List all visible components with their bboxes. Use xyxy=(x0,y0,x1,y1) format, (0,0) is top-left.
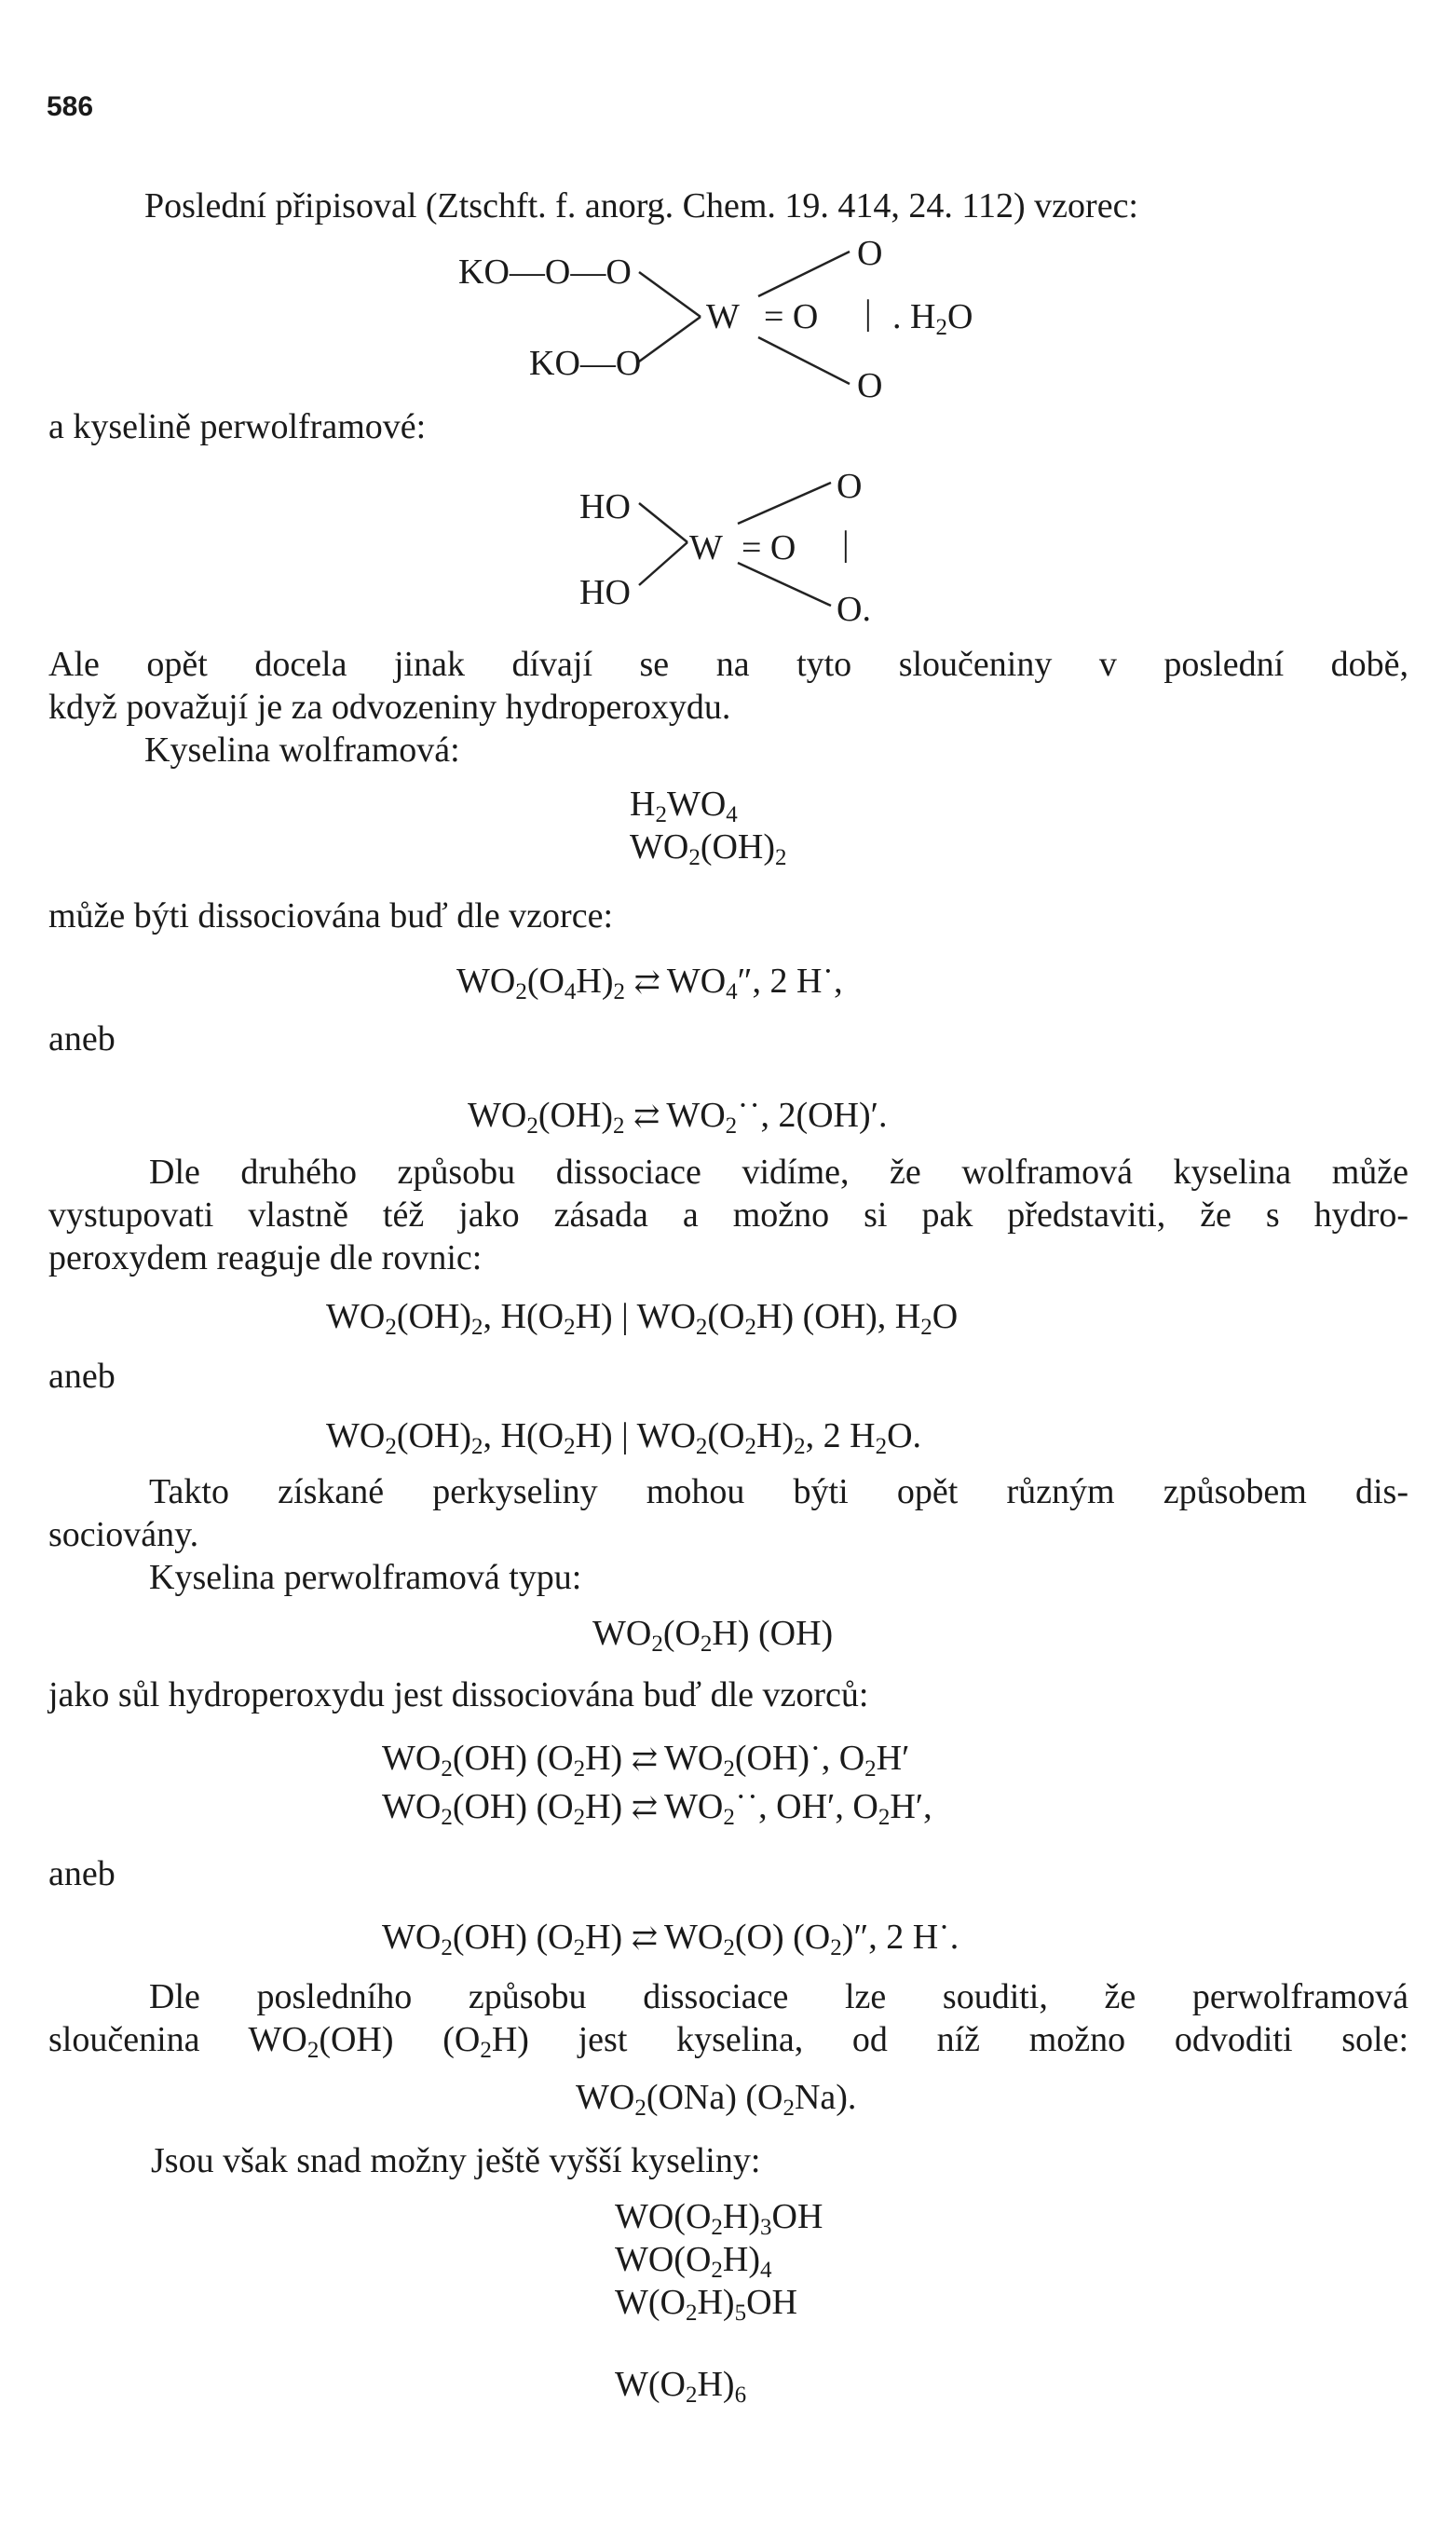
f1-ko-o: KO—O xyxy=(529,344,642,383)
equation-1: $WO_2(O_4H)_2$ ⇄ $WO_4''$, 2 H˙, xyxy=(456,962,843,1004)
intro-line: Poslední připisoval (Ztschft. f. anorg. Chem. 19. 414, 24. 112) vzorec: xyxy=(144,186,1138,225)
salt-line: jako sůl hydroperoxydu jest dissociována buď dle vzorců: xyxy=(48,1675,869,1714)
page-number: 586 xyxy=(47,91,94,122)
f2-o-bottom: O. xyxy=(837,590,871,629)
higher-acid-4: $W(O_2H)_6$ xyxy=(615,2365,747,2408)
paragraph-4-line-2: sloučenina $WO_2(OH)$ $(O_2H)$ jest kyselina, od níž možno odvoditi sole: xyxy=(48,2020,1409,2063)
equilibrium-arrow: ⇄ xyxy=(633,965,660,1000)
equation-4: $WO_2(OH)_2$, $H(O_2H)$ | $WO_2(O_2H)_2$, 2 $H_2O$. xyxy=(326,1416,922,1459)
paragraph-1-line-2: když považují je za odvozeniny hydroperoxydu. xyxy=(48,688,731,727)
equilibrium-arrow: ⇄ xyxy=(631,1921,657,1956)
f2-ho-top: HO xyxy=(579,487,631,526)
equation-3: $WO_2(OH)_2$, $H(O_2H)$ | $WO_2(O_2H)$ (OH), $H_2O$ xyxy=(326,1297,959,1340)
f1-bar: | xyxy=(864,294,872,333)
equation-2: $WO_2(OH)_2$ ⇄ $WO_2˙˙$, 2(OH)′. xyxy=(468,1096,888,1139)
f1-o-bottom: O xyxy=(857,366,883,405)
formula-wo2-o2h-oh: $WO_2(O_2H)$ (OH) xyxy=(592,1614,834,1657)
f1-ko-o-o: KO—O—O xyxy=(458,253,632,292)
tungstic-acid-label: Kyselina wolframová: xyxy=(144,731,460,770)
formula-wo2-oh2: $WO_2(OH)_2$ xyxy=(630,827,787,870)
paragraph-3-line-1: Takto získané perkyseliny mohou býti opět různým způsobem dis- xyxy=(149,1472,1408,1511)
aneb-2: aneb xyxy=(48,1357,116,1396)
equation-7: $WO_2(OH)$ $(O_2H)$ ⇄ $WO_2(O)$ $(O_2)''$, 2 H˙. xyxy=(382,1918,959,1960)
equilibrium-arrow: ⇄ xyxy=(631,1791,657,1825)
aneb-3: aneb xyxy=(48,1854,116,1893)
equation-6: $WO_2(OH)$ $(O_2H)$ ⇄ $WO_2˙˙$, OH′, $O_2H'$, xyxy=(382,1787,932,1830)
higher-acid-2: $WO(O_2H)_4$ xyxy=(615,2240,772,2283)
f2-bar: | xyxy=(842,525,850,564)
equilibrium-arrow: ⇄ xyxy=(633,1099,659,1134)
f2-eq-o: = O xyxy=(742,528,796,567)
higher-acid-1: $WO(O_2H)_3OH$ xyxy=(615,2197,823,2240)
formula-2-bonds xyxy=(0,0,1456,652)
paragraph-3-line-2: sociovány. xyxy=(48,1515,199,1554)
f2-ho-bottom: HO xyxy=(579,573,631,612)
aneb-1: aneb xyxy=(48,1019,116,1058)
paragraph-2-line-1: Dle druhého způsobu dissociace vidíme, že wolframová kyselina může xyxy=(149,1153,1408,1192)
paragraph-2-line-2: vystupovati vlastně též jako zásada a možno si pak představiti, že s hydro- xyxy=(48,1195,1408,1235)
paragraph-4-line-1: Dle posledního způsobu dissociace lze souditi, že perwolframová xyxy=(149,1977,1408,2016)
f2-o-top: O xyxy=(837,467,863,506)
paragraph-2-line-3: peroxydem reaguje dle rovnic: xyxy=(48,1238,483,1277)
f1-water: . $H_2O$ xyxy=(892,297,973,340)
f1-o-top: O xyxy=(857,234,883,273)
f1-eq-o: = O xyxy=(764,297,819,336)
higher-acid-3: $W(O_2H)_5OH$ xyxy=(615,2283,797,2326)
formula-sodium-salt: $WO_2(ONa)$ $(O_2Na)$. xyxy=(576,2078,857,2121)
f2-w: W xyxy=(689,528,723,567)
higher-acids-label: Jsou však snad možny ještě vyšší kyseliny: xyxy=(151,2141,761,2180)
f1-w: W xyxy=(706,297,740,336)
paragraph-1-line-1: Ale opět docela jinak dívají se na tyto sloučeniny v poslední době, xyxy=(48,645,1408,684)
formula-h2wo4: $H_2WO_4$ xyxy=(630,785,738,827)
dissociation-label: může býti dissociována buď dle vzorce: xyxy=(48,896,613,935)
equilibrium-arrow: ⇄ xyxy=(631,1742,657,1777)
pertungstic-type-label: Kyselina perwolframová typu: xyxy=(149,1558,582,1597)
equation-5: $WO_2(OH)$ $(O_2H)$ ⇄ $WO_2(OH)˙$, $O_2H'$ xyxy=(382,1739,910,1782)
acid-label: a kyselině perwolframové: xyxy=(48,407,427,446)
